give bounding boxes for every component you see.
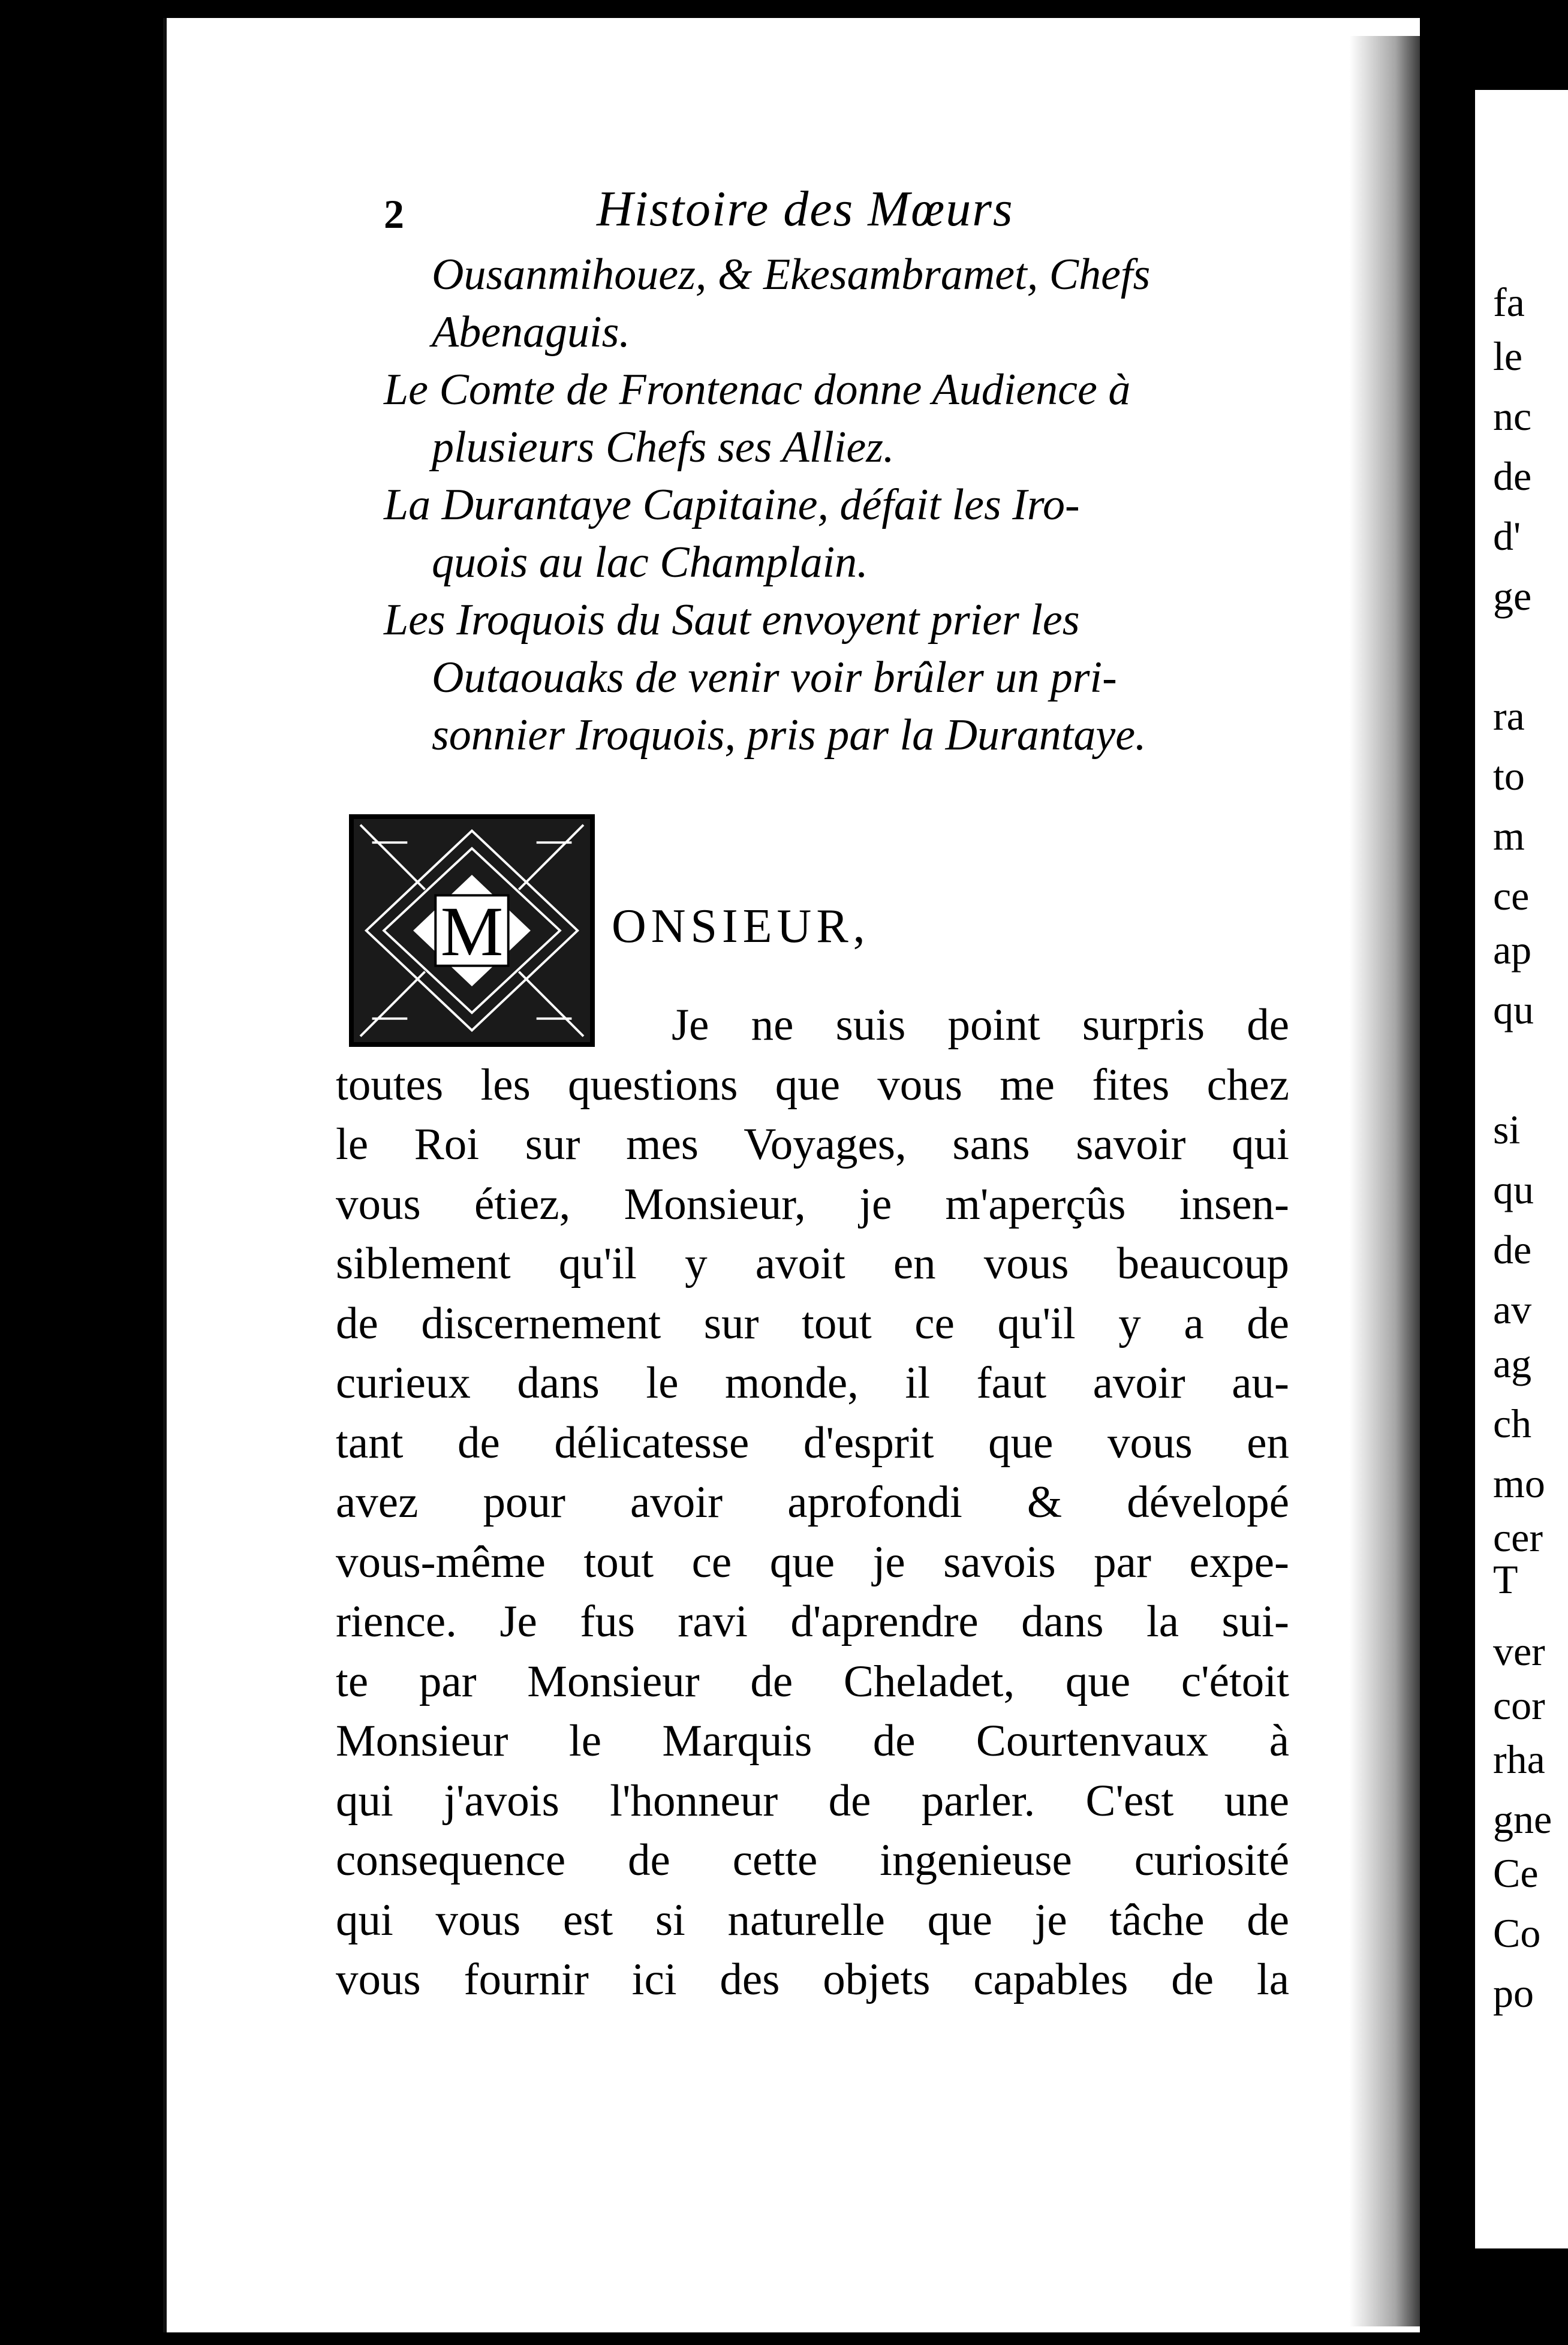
- facing-page-fragment: de: [1493, 453, 1532, 499]
- body-line: siblement qu'il y avoit en vous beaucoup: [336, 1239, 1289, 1289]
- facing-page-fragment: qu: [1493, 987, 1534, 1032]
- running-title: Histoire des Mœurs: [597, 181, 1014, 237]
- summary-line: Outaouaks de venir voir brûler un pri-: [432, 653, 1117, 702]
- summary-line: Les Iroquois du Saut envoyent prier les: [384, 595, 1080, 645]
- body-line: rience. Je fus ravi d'aprendre dans la sui-: [336, 1597, 1289, 1646]
- body-line: vous fournir ici des objets capables de la: [336, 1955, 1289, 2004]
- drop-cap-letter: M: [440, 893, 504, 971]
- facing-page-fragment: gne: [1493, 1796, 1552, 1842]
- chapter-summary: [384, 246, 1319, 764]
- body-line: avez pour avoir aprofondi & dévelopé: [336, 1477, 1289, 1527]
- facing-page-fragment: rha: [1493, 1736, 1545, 1782]
- facing-page-fragment: Co: [1493, 1910, 1541, 1956]
- summary-line: quois au lac Champlain.: [432, 538, 868, 587]
- facing-page-shadow: [1427, 84, 1481, 2272]
- summary-line: sonnier Iroquois, pris par la Durantaye.: [432, 711, 1146, 760]
- facing-page-fragment: ver: [1493, 1628, 1545, 1674]
- salutation: ONSIEUR,: [612, 900, 870, 953]
- facing-page-fragment: Ce: [1493, 1850, 1539, 1896]
- summary-line: Ousanmihouez, & Ekesambramet, Chefs: [432, 250, 1151, 299]
- facing-page-fragment: qu: [1493, 1167, 1534, 1212]
- body-line: qui vous est si naturelle que je tâche de: [336, 1895, 1289, 1945]
- page-number: 2: [384, 191, 404, 237]
- summary-line: Abenaguis.: [432, 308, 630, 357]
- facing-page-fragment: ap: [1493, 927, 1532, 973]
- facing-page-fragment: ra: [1493, 693, 1525, 739]
- body-line: Monsieur le Marquis de Courtenvaux à: [336, 1716, 1289, 1766]
- summary-line: La Durantaye Capitaine, défait les Iro-: [384, 480, 1080, 529]
- body-line: consequence de cette ingenieuse curiosité: [336, 1835, 1289, 1885]
- body-line: qui j'avois l'honneur de parler. C'est une: [336, 1775, 1289, 1826]
- facing-page-fragment: cer: [1493, 1515, 1543, 1560]
- body-line: vous-même tout ce que je savois par expe-: [336, 1537, 1289, 1587]
- body-line: toutes les questions que vous me fites chez: [336, 1059, 1289, 1110]
- body-line: vous étiez, Monsieur, je m'aperçûs insen-: [336, 1179, 1289, 1229]
- facing-page-fragment: ch: [1493, 1401, 1532, 1446]
- facing-page-fragment: mo: [1493, 1461, 1545, 1506]
- facing-page-fragment: av: [1493, 1287, 1532, 1332]
- facing-page-fragment: de: [1493, 1227, 1532, 1272]
- facing-page-fragment: ce: [1493, 873, 1530, 919]
- body-line: Je ne suis point surpris de: [672, 1000, 1289, 1050]
- facing-page-fragment: d': [1493, 513, 1521, 559]
- facing-page-fragment: si: [1493, 1107, 1521, 1152]
- body-line: te par Monsieur de Cheladet, que c'étoit: [336, 1656, 1289, 1706]
- summary-line: plusieurs Chefs ses Alliez.: [432, 423, 895, 472]
- facing-page-fragment: m: [1493, 813, 1525, 859]
- page-gutter-shadow: [1349, 36, 1433, 2326]
- facing-page-fragment: le: [1493, 333, 1523, 379]
- body-line: tant de délicatesse d'esprit que vous en: [336, 1417, 1289, 1468]
- facing-page-fragment: cor: [1493, 1682, 1545, 1728]
- facing-page-fragment: po: [1493, 1970, 1534, 2016]
- facing-page-fragment: nc: [1493, 393, 1532, 439]
- facing-page-fragment: ge: [1493, 573, 1532, 619]
- facing-page-fragment: fa: [1493, 279, 1525, 325]
- letter-body: [336, 995, 1289, 2010]
- facing-page-fragment: ag: [1493, 1341, 1532, 1386]
- summary-line: Le Comte de Frontenac donne Audience à: [384, 365, 1131, 414]
- facing-page-fragment: T: [1493, 1557, 1518, 1602]
- body-line: curieux dans le monde, il faut avoir au-: [336, 1358, 1289, 1408]
- facing-page-fragment: to: [1493, 753, 1525, 799]
- body-line: le Roi sur mes Voyages, sans savoir qui: [336, 1119, 1289, 1169]
- body-line: de discernement sur tout ce qu'il y a de: [336, 1298, 1289, 1348]
